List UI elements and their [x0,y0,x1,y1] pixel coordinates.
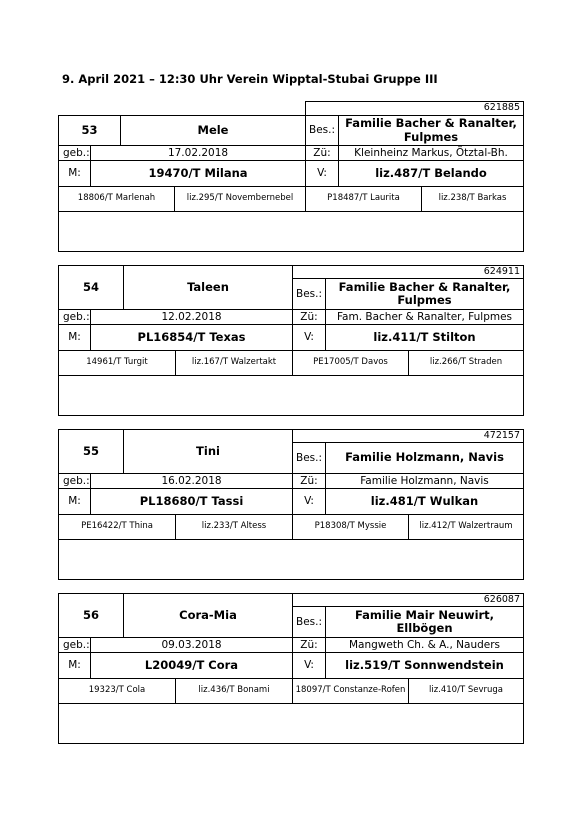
father-label: V: [292,488,326,515]
breeder-label: Zü: [305,145,339,161]
father-label: V: [292,652,326,679]
owner-value: Familie Holzmann, Navis [325,442,524,474]
ancestor-cell: liz.167/T Walzertakt [175,350,293,376]
notes-area [58,375,524,416]
breeder-label: Zü: [292,637,326,653]
born-label: geb.: [58,309,91,325]
mother-value: PL18680/T Tassi [90,488,293,515]
entry-name: Mele [120,115,306,146]
father-value: liz.487/T Belando [338,160,524,187]
born-value: 17.02.2018 [90,145,306,161]
entry-number: 55 [58,429,124,474]
breeder-label: Zü: [292,309,326,325]
born-label: geb.: [58,145,91,161]
born-label: geb.: [58,473,91,489]
owner-value: Familie Mair Neuwirt, Ellbögen [325,606,524,638]
entry-card-55 [58,429,524,580]
ancestor-cell: liz.233/T Altess [175,514,293,540]
entry-name: Cora-Mia [123,593,293,638]
ancestor-cell: liz.238/T Barkas [421,186,524,212]
born-value: 16.02.2018 [90,473,293,489]
ancestor-cell: P18308/T Myssie [292,514,409,540]
mother-label: M: [58,488,91,515]
entry-card-56 [58,593,524,744]
breeder-label: Zü: [292,473,326,489]
mother-value: L20049/T Cora [90,652,293,679]
owner-value: Familie Bacher & Ranalter, Fulpmes [338,115,524,146]
owner-label: Bes.: [292,606,326,638]
ancestor-cell: 18097/T Constanze-Rofen [292,678,409,704]
father-label: V: [292,324,326,351]
ancestor-cell: liz.295/T Novembernebel [174,186,306,212]
ancestor-cell: P18487/T Laurita [305,186,422,212]
owner-label: Bes.: [292,278,326,310]
breeder-value: Familie Holzmann, Navis [325,473,524,489]
ancestor-cell: PE17005/T Davos [292,350,409,376]
notes-area [58,703,524,744]
entry-card-53 [58,101,524,252]
father-value: liz.411/T Stilton [325,324,524,351]
breeder-value: Fam. Bacher & Ranalter, Fulpmes [325,309,524,325]
entry-id: 624911 [292,265,524,279]
owner-value: Familie Bacher & Ranalter, Fulpmes [325,278,524,310]
born-label: geb.: [58,637,91,653]
father-value: liz.481/T Wulkan [325,488,524,515]
entry-id: 621885 [305,101,524,116]
father-label: V: [305,160,339,187]
born-value: 12.02.2018 [90,309,293,325]
owner-label: Bes.: [292,442,326,474]
ancestor-cell: 18806/T Marlenah [58,186,175,212]
entry-number: 56 [58,593,124,638]
ancestor-cell: PE16422/T Thina [58,514,176,540]
entry-id: 626087 [292,593,524,607]
ancestor-cell: liz.410/T Sevruga [408,678,524,704]
breeder-value: Mangweth Ch. & A., Nauders [325,637,524,653]
mother-value: 19470/T Milana [90,160,306,187]
entry-card-54 [58,265,524,416]
mother-label: M: [58,324,91,351]
mother-value: PL16854/T Texas [90,324,293,351]
notes-area [58,539,524,580]
mother-label: M: [58,652,91,679]
ancestor-cell: 14961/T Turgit [58,350,176,376]
page-title: 9. April 2021 – 12:30 Uhr Verein Wipptal-Stubai Gruppe III [62,72,438,86]
father-value: liz.519/T Sonnwendstein [325,652,524,679]
ancestor-cell: liz.266/T Straden [408,350,524,376]
ancestor-cell: liz.412/T Walzertraum [408,514,524,540]
breeder-value: Kleinheinz Markus, Ötztal-Bh. [338,145,524,161]
owner-label: Bes.: [305,115,339,146]
entry-number: 53 [58,115,121,146]
entry-number: 54 [58,265,124,310]
born-value: 09.03.2018 [90,637,293,653]
notes-area [58,211,524,252]
entry-name: Taleen [123,265,293,310]
entry-name: Tini [123,429,293,474]
mother-label: M: [58,160,91,187]
ancestor-cell: 19323/T Cola [58,678,176,704]
ancestor-cell: liz.436/T Bonami [175,678,293,704]
entry-id: 472157 [292,429,524,443]
